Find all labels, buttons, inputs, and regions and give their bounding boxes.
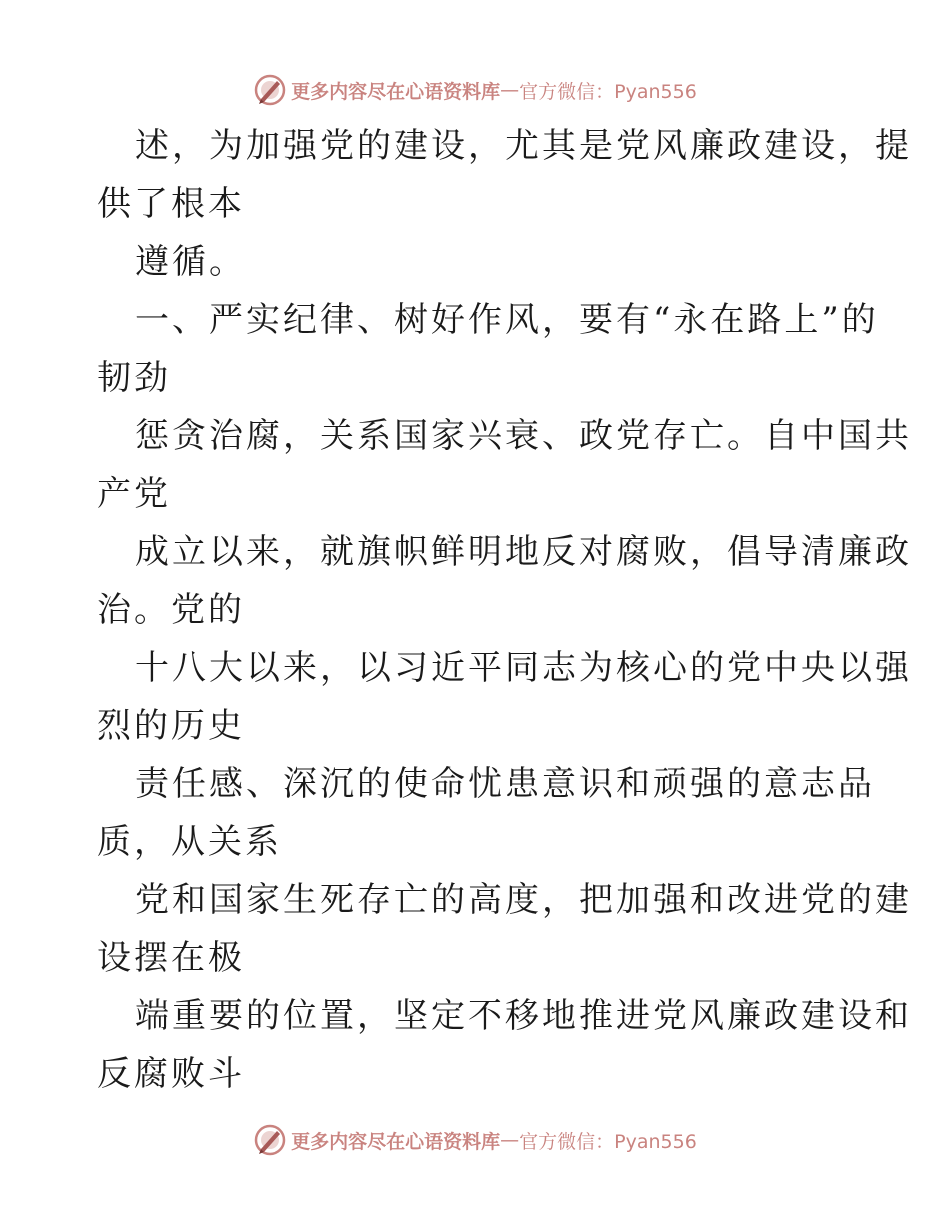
text-line: 韧劲 (97, 358, 171, 398)
document-body (97, 117, 912, 1103)
header-watermark (0, 70, 950, 110)
text-line: 端重要的位置，坚定不移地推进党风廉政建设和 (135, 996, 912, 1036)
watermark-contact-text: 官方微信：Pyan556 (519, 1130, 697, 1153)
pen-seal-icon (253, 1123, 287, 1157)
text-line: 成立以来，就旗帜鲜明地反对腐败，倡导清廉政 (135, 532, 912, 572)
text-line: 烈的历史 (97, 706, 245, 746)
text-line: 设摆在极 (97, 938, 245, 978)
text-line: 产党 (97, 474, 171, 514)
text-line: 供了根本 (97, 184, 245, 224)
text-line: 遵循。 (135, 242, 246, 282)
text-line: 责任感、深沉的使命忧患意识和顽强的意志品 (135, 764, 875, 804)
text-line: 一、严实纪律、树好作风，要有“永在路上”的 (135, 300, 879, 340)
watermark-contact-text: 官方微信：Pyan556 (519, 80, 697, 103)
watermark-main-text: 更多内容尽在心语资料库 (291, 80, 501, 103)
text-line: 反腐败斗 (97, 1054, 245, 1094)
text-line: 质，从关系 (97, 822, 282, 862)
text-line: 十八大以来，以习近平同志为核心的党中央以强 (135, 648, 912, 688)
footer-watermark (0, 1120, 950, 1160)
watermark-separator: — (500, 79, 520, 101)
text-line: 治。党的 (97, 590, 245, 630)
watermark-main-text: 更多内容尽在心语资料库 (291, 1130, 501, 1153)
text-line: 惩贪治腐，关系国家兴衰、政党存亡。自中国共 (135, 416, 912, 456)
pen-seal-icon (253, 73, 287, 107)
text-line: 党和国家生死存亡的高度，把加强和改进党的建 (135, 880, 912, 920)
text-line: 述，为加强党的建设，尤其是党风廉政建设，提 (135, 126, 912, 166)
watermark-separator: — (500, 1129, 520, 1151)
